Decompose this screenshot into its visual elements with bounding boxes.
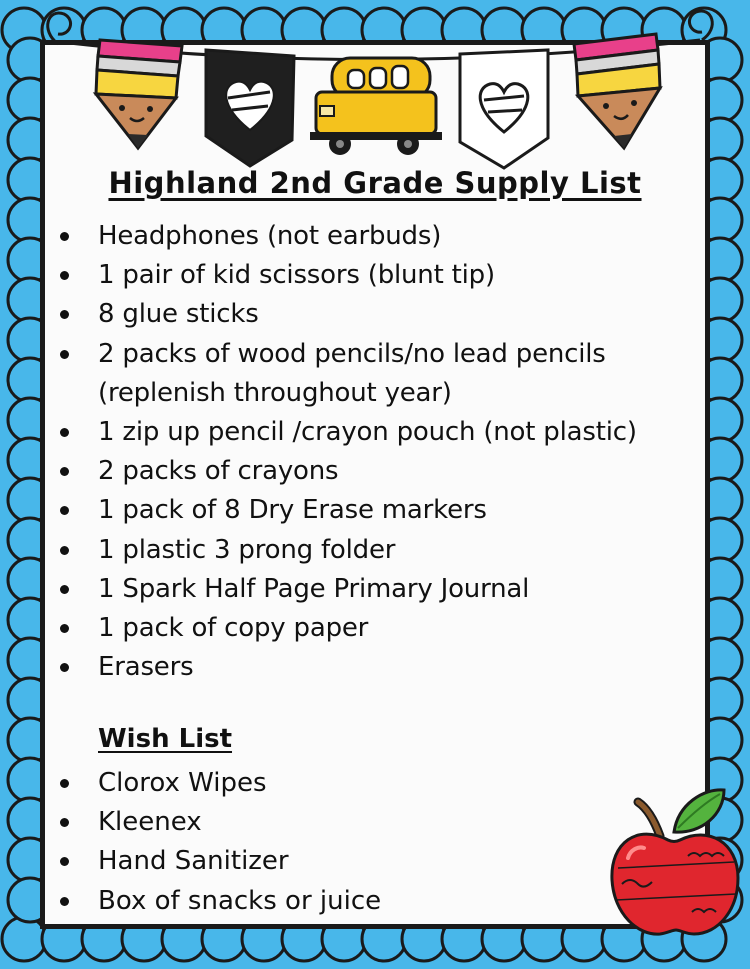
wish-list (56, 764, 381, 921)
list-item: 1 Spark Half Page Primary Journal (56, 570, 658, 609)
bullet-icon (60, 779, 69, 788)
bullet-icon (60, 818, 69, 827)
bullet-icon (60, 271, 69, 280)
wish-list-heading: Wish List (98, 724, 233, 754)
list-item: Headphones (not earbuds) (56, 217, 658, 256)
school-bus-icon (304, 52, 444, 162)
list-item: 8 glue sticks (56, 295, 658, 334)
bullet-icon (60, 310, 69, 319)
list-item: Erasers (56, 648, 658, 687)
apple-icon (608, 784, 740, 944)
list-item: 1 zip up pencil /crayon pouch (not plastic) (56, 413, 658, 452)
bullet-icon (60, 428, 69, 437)
bullet-icon (60, 897, 69, 906)
heart-icon (454, 46, 554, 172)
bullet-icon (60, 624, 69, 633)
list-item: 1 pack of 8 Dry Erase markers (56, 491, 658, 530)
list-item: 1 pair of kid scissors (blunt tip) (56, 256, 658, 295)
list-item: 1 pack of copy paper (56, 609, 658, 648)
list-item: Clorox Wipes (56, 764, 381, 803)
list-item: Box of snacks or juice (56, 882, 381, 921)
list-item: 2 packs of wood pencils/no lead pencils (replenish throughout year) (56, 335, 658, 413)
bullet-icon (60, 467, 69, 476)
page-title: Highland 2nd Grade Supply List (108, 166, 642, 200)
bullet-icon (60, 663, 69, 672)
supply-list (56, 217, 658, 687)
bullet-icon (60, 585, 69, 594)
bullet-icon (60, 350, 69, 359)
list-item: 1 plastic 3 prong folder (56, 531, 658, 570)
heart-icon (200, 44, 300, 170)
pencil-icon (92, 36, 190, 154)
bullet-icon (60, 232, 69, 241)
bullet-icon (60, 857, 69, 866)
list-item: Hand Sanitizer (56, 842, 381, 881)
bullet-icon (60, 546, 69, 555)
bullet-icon (60, 506, 69, 515)
list-item: Kleenex (56, 803, 381, 842)
pencil-icon (566, 30, 664, 154)
list-item: 2 packs of crayons (56, 452, 658, 491)
